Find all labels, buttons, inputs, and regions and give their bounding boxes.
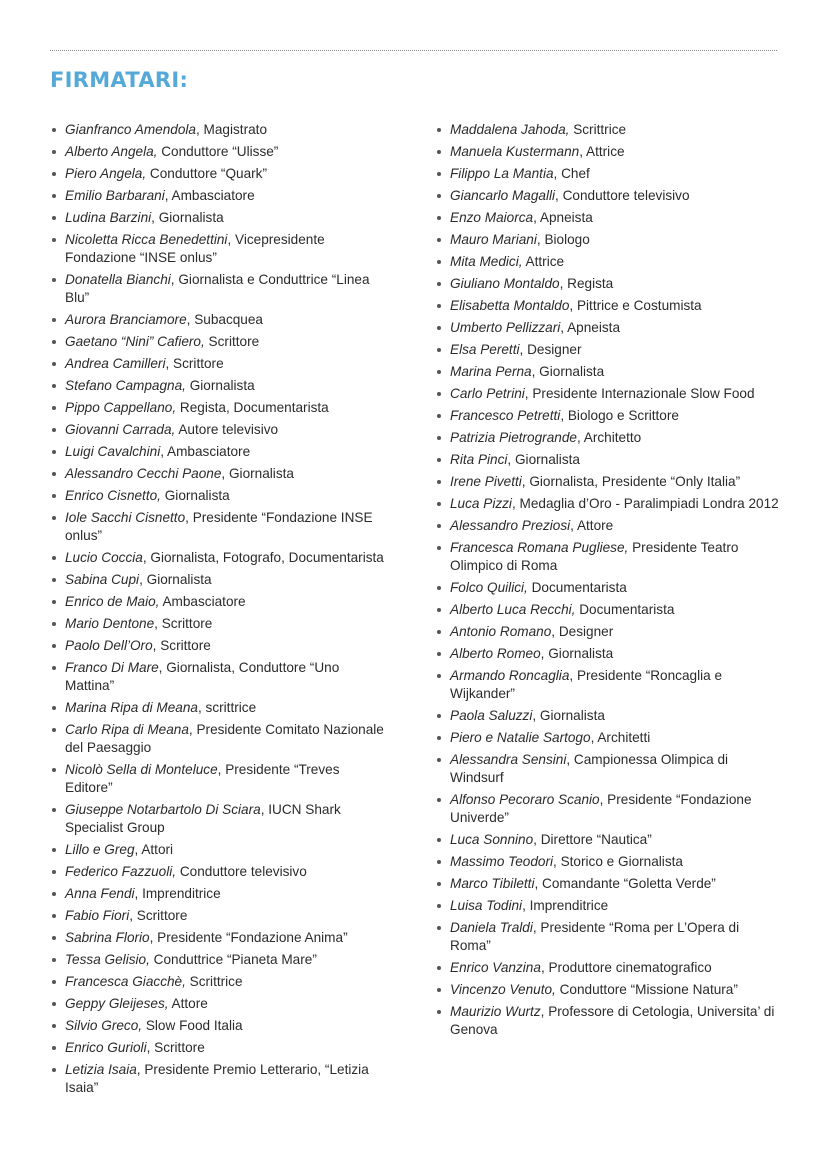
- signatory-name: Aurora Branciamore: [65, 312, 187, 327]
- signatory-name: Marco Tibiletti: [450, 876, 535, 891]
- signatory-name: Alberto Angela,: [65, 144, 158, 159]
- signatory-name: Giovanni Carrada,: [65, 422, 176, 437]
- signatory-name: Lucio Coccia: [65, 550, 143, 565]
- signatory-role: , Giornalista: [532, 708, 605, 723]
- signatory-role: Scrittrice: [185, 974, 243, 989]
- signatory-name: Armando Roncaglia: [450, 668, 570, 683]
- signatory-name: Francesca Romana Pugliese,: [450, 540, 629, 555]
- signatory-item: [435, 667, 780, 703]
- signatory-item: [435, 187, 780, 205]
- signatory-item: [50, 659, 385, 695]
- signatory-role: Autore televisivo: [175, 422, 279, 437]
- signatory-name: Maddalena Jahoda,: [450, 122, 570, 137]
- signatory-item: [435, 407, 780, 425]
- signatory-item: [435, 473, 780, 491]
- signatory-role: , Professore di Cetologia, Universita’ di Genova: [450, 1004, 775, 1037]
- signatory-role: , Presidente Comitato Nazionale del Paesaggio: [65, 722, 384, 755]
- signatory-name: Umberto Pellizzari: [450, 320, 561, 335]
- signatory-role: , Scrittore: [152, 638, 211, 653]
- signatory-item: [435, 601, 780, 619]
- signatory-role: , Ambasciatore: [164, 188, 255, 203]
- signatory-name: Luca Sonnino: [450, 832, 534, 847]
- signatory-role: Conduttore “Missione Natura”: [555, 982, 738, 997]
- signatory-role: Conduttrice “Pianeta Mare”: [149, 952, 317, 967]
- signatory-item: [50, 271, 385, 307]
- signatory-item: [50, 699, 385, 717]
- signatory-item: [50, 593, 385, 611]
- signatory-item: [50, 143, 385, 161]
- signatory-name: Enrico Cisnetto,: [65, 488, 161, 503]
- signatory-item: [50, 421, 385, 439]
- signatory-name: Luisa Todini: [450, 898, 523, 913]
- signatory-name: Rita Pinci: [450, 452, 508, 467]
- signatory-name: Manuela Kustermann: [450, 144, 580, 159]
- signatory-name: Mario Dentone: [65, 616, 155, 631]
- signatory-item: [50, 1061, 385, 1097]
- signatory-role: , Presidente “Treves Editore”: [65, 762, 340, 795]
- signatory-role: , Storico e Giornalista: [553, 854, 683, 869]
- signatory-role: , Presidente “Fondazione Univerde”: [450, 792, 752, 825]
- signatory-name: Patrizia Pietrogrande: [450, 430, 577, 445]
- signatory-item: [435, 429, 780, 447]
- signatory-role: , Apneista: [533, 210, 593, 225]
- signatory-name: Francesca Giacchè,: [65, 974, 186, 989]
- signatory-name: Massimo Teodori: [450, 854, 554, 869]
- signatory-role: Giornalista: [185, 378, 255, 393]
- signatory-item: [50, 377, 385, 395]
- signatory-item: [435, 897, 780, 915]
- signatory-item: [50, 355, 385, 373]
- signatory-role: , Attrice: [579, 144, 625, 159]
- signatory-name: Geppy Gleijeses,: [65, 996, 169, 1011]
- signatory-name: Giuliano Montaldo: [450, 276, 560, 291]
- signatory-item: [435, 853, 780, 871]
- signatory-name: Sabrina Florio: [65, 930, 150, 945]
- signatory-role: , Attori: [134, 842, 174, 857]
- signatory-role: , Produttore cinematografico: [540, 960, 712, 975]
- signatory-role: , Giornalista: [139, 572, 212, 587]
- signatory-item: [50, 615, 385, 633]
- signatory-role: , Presidente “Roncaglia e Wijkander”: [450, 668, 723, 701]
- signatory-name: Carlo Ripa di Meana: [65, 722, 189, 737]
- signatory-item: [50, 929, 385, 947]
- signatory-role: , Biologo: [536, 232, 590, 247]
- signatory-role: , Designer: [551, 624, 614, 639]
- signatory-role: Attrice: [522, 254, 565, 269]
- signatory-name: Maurizio Wurtz: [450, 1004, 541, 1019]
- signatory-role: , Giornalista, Fotografo, Documentarista: [142, 550, 384, 565]
- signatory-role: , Giornalista, Presidente “Only Italia”: [521, 474, 741, 489]
- signatory-item: [435, 751, 780, 787]
- signatory-name: Anna Fendi: [65, 886, 135, 901]
- signatory-name: Mauro Mariani: [450, 232, 537, 247]
- signatory-name: Paola Saluzzi: [450, 708, 533, 723]
- signatory-role: , Presidente “Roma per L’Opera di Roma”: [450, 920, 740, 953]
- signatory-role: , Giornalista: [221, 466, 294, 481]
- signatory-item: [435, 831, 780, 849]
- signatory-item: [435, 981, 780, 999]
- signatory-name: Alessandra Sensini: [450, 752, 567, 767]
- signatory-name: Filippo La Mantia: [450, 166, 554, 181]
- signatory-item: [435, 341, 780, 359]
- signatory-role: Presidente Teatro Olimpico di Roma: [450, 540, 739, 573]
- signatory-name: Alessandro Preziosi: [450, 518, 571, 533]
- signatory-name: Donatella Bianchi: [65, 272, 171, 287]
- signatory-item: [50, 509, 385, 545]
- signatory-item: [50, 231, 385, 267]
- signatory-name: Folco Quilici,: [450, 580, 528, 595]
- signatory-item: [50, 443, 385, 461]
- signatory-role: , Vicepresidente Fondazione “INSE onlus”: [65, 232, 325, 265]
- signatory-item: [50, 863, 385, 881]
- signatory-name: Enzo Maiorca: [450, 210, 534, 225]
- signatory-item: [50, 487, 385, 505]
- signatory-item: [50, 1017, 385, 1035]
- signatory-name: Andrea Camilleri: [65, 356, 166, 371]
- signatory-name: Letizia Isaia: [65, 1062, 137, 1077]
- signatory-name: Daniela Traldi: [450, 920, 533, 935]
- signatory-item: [435, 645, 780, 663]
- signatory-name: Fabio Fiori: [65, 908, 130, 923]
- signatory-name: Giuseppe Notarbartolo Di Sciara: [65, 802, 261, 817]
- signatory-name: Francesco Petretti: [450, 408, 561, 423]
- signatory-role: , Architetto: [576, 430, 642, 445]
- signatory-item: [435, 451, 780, 469]
- signatory-item: [435, 385, 780, 403]
- signatory-item: [50, 761, 385, 797]
- signatory-name: Luigi Cavalchini: [65, 444, 161, 459]
- signatory-name: Nicoletta Ricca Benedettini: [65, 232, 228, 247]
- signatory-item: [50, 721, 385, 757]
- signatory-role: , Ambasciatore: [160, 444, 251, 459]
- signatory-role: , Presidente Internazionale Slow Food: [524, 386, 755, 401]
- signatory-role: , Presidente Premio Letterario, “Letizia Isaia”: [65, 1062, 369, 1095]
- signatory-role: Giornalista: [160, 488, 230, 503]
- signatory-role: , Giornalista, Conduttore “Uno Mattina”: [65, 660, 340, 693]
- signatory-name: Franco Di Mare: [65, 660, 159, 675]
- signatory-item: [50, 333, 385, 351]
- signatory-role: Conduttore “Ulisse”: [157, 144, 279, 159]
- signatory-name: Piero e Natalie Sartogo: [450, 730, 591, 745]
- signatory-item: [435, 875, 780, 893]
- signatory-role: , Medaglia d’Oro - Paralimpiadi Londra 2012: [511, 496, 779, 511]
- signatory-item: [435, 297, 780, 315]
- signatory-role: , Scrittore: [129, 908, 188, 923]
- signatory-name: Elsa Peretti: [450, 342, 520, 357]
- signatory-role: Documentarista: [575, 602, 675, 617]
- signatory-name: Sabina Cupi: [65, 572, 140, 587]
- signatory-name: Gaetano “Nini” Cafiero,: [65, 334, 205, 349]
- signatory-item: [435, 165, 780, 183]
- signatory-item: [435, 919, 780, 955]
- signatory-name: Tessa Gelisio,: [65, 952, 150, 967]
- signatory-role: , Imprenditrice: [522, 898, 609, 913]
- signatory-item: [50, 801, 385, 837]
- signatory-name: Lillo e Greg: [65, 842, 135, 857]
- signatory-name: Iole Sacchi Cisnetto: [65, 510, 186, 525]
- signatory-item: [435, 275, 780, 293]
- signatory-item: [50, 311, 385, 329]
- signatory-item: [435, 623, 780, 641]
- signatory-role: , Conduttore televisivo: [555, 188, 690, 203]
- signatory-role: , Giornalista: [531, 364, 605, 379]
- signatory-role: Slow Food Italia: [142, 1018, 243, 1033]
- signatory-item: [50, 637, 385, 655]
- signatory-item: [50, 187, 385, 205]
- signatory-item: [50, 951, 385, 969]
- signatory-item: [435, 121, 780, 139]
- signatory-role: , Presidente “Fondazione INSE onlus”: [65, 510, 373, 543]
- signatory-name: Nicolò Sella di Monteluce: [65, 762, 218, 777]
- signatory-item: [50, 885, 385, 903]
- signatory-item: [435, 495, 780, 513]
- signatory-role: , Scrittore: [154, 616, 213, 631]
- signatory-item: [50, 841, 385, 859]
- signatory-role: , Imprenditrice: [134, 886, 221, 901]
- signatory-role: , scrittrice: [197, 700, 257, 715]
- signatory-name: Enrico de Maio,: [65, 594, 160, 609]
- dotted-divider: [50, 50, 777, 51]
- signatory-item: [435, 363, 780, 381]
- signatory-item: [435, 539, 780, 575]
- signatory-item: [435, 319, 780, 337]
- signatory-name: Irene Pivetti: [450, 474, 522, 489]
- signatory-item: [50, 165, 385, 183]
- signatory-role: Conduttore televisivo: [176, 864, 307, 879]
- signatory-item: [50, 549, 385, 567]
- signatory-name: Mita Medici,: [450, 254, 523, 269]
- signatory-role: , Regista: [559, 276, 614, 291]
- signatory-name: Carlo Petrini: [450, 386, 525, 401]
- signatory-item: [50, 121, 385, 139]
- signatories-right-column: [435, 121, 780, 1043]
- signatory-name: Emilio Barbarani: [65, 188, 165, 203]
- signatory-name: Ludina Barzini: [65, 210, 152, 225]
- signatory-role: , Giornalista: [151, 210, 224, 225]
- signatory-item: [50, 1039, 385, 1057]
- signatory-name: Vincenzo Venuto,: [450, 982, 556, 997]
- signatory-item: [50, 571, 385, 589]
- signatory-name: Silvio Greco,: [65, 1018, 143, 1033]
- signatory-name: Paolo Dell’Oro: [65, 638, 153, 653]
- signatory-role: Attore: [168, 996, 208, 1011]
- signatory-name: Giancarlo Magalli: [450, 188, 556, 203]
- page-title: FIRMATARI:: [50, 68, 189, 92]
- signatory-item: [435, 959, 780, 977]
- signatory-item: [435, 517, 780, 535]
- signatory-role: , Pittrice e Costumista: [569, 298, 702, 313]
- signatory-name: Alfonso Pecoraro Scanio: [450, 792, 600, 807]
- signatory-role: , Giornalista: [540, 646, 614, 661]
- signatory-item: [435, 579, 780, 597]
- signatory-role: , Attore: [570, 518, 614, 533]
- signatory-role: , Chef: [553, 166, 590, 181]
- signatory-name: Pippo Cappellano,: [65, 400, 177, 415]
- signatory-name: Gianfranco Amendola: [65, 122, 196, 137]
- signatory-role: Regista, Documentarista: [176, 400, 329, 415]
- signatory-name: Antonio Romano: [450, 624, 552, 639]
- signatory-item: [50, 399, 385, 417]
- signatory-name: Enrico Gurioli: [65, 1040, 147, 1055]
- signatory-name: Alessandro Cecchi Paone: [65, 466, 222, 481]
- signatory-role: , Designer: [519, 342, 582, 357]
- signatory-role: , Giornalista e Conduttrice “Linea Blu”: [65, 272, 370, 305]
- signatory-role: , Architetti: [590, 730, 651, 745]
- signatory-role: , Giornalista: [507, 452, 580, 467]
- signatory-name: Luca Pizzi: [450, 496, 512, 511]
- signatory-item: [435, 253, 780, 271]
- signatory-role: , Presidente “Fondazione Anima”: [149, 930, 348, 945]
- signatory-role: Conduttore “Quark”: [146, 166, 268, 181]
- signatory-role: Documentarista: [527, 580, 627, 595]
- signatory-item: [435, 707, 780, 725]
- signatory-item: [435, 729, 780, 747]
- signatory-item: [50, 995, 385, 1013]
- signatory-role: , Campionessa Olimpica di Windsurf: [450, 752, 729, 785]
- signatory-role: Scrittore: [204, 334, 260, 349]
- signatory-name: Enrico Vanzina: [450, 960, 541, 975]
- signatory-item: [50, 973, 385, 991]
- signatory-name: Federico Fazzuoli,: [65, 864, 177, 879]
- signatory-name: Alberto Luca Recchi,: [450, 602, 576, 617]
- signatory-item: [50, 907, 385, 925]
- signatory-role: , Comandante “Goletta Verde”: [534, 876, 716, 891]
- signatory-name: Piero Angela,: [65, 166, 147, 181]
- signatory-role: , Magistrato: [195, 122, 267, 137]
- signatory-name: Marina Ripa di Meana: [65, 700, 198, 715]
- signatory-role: , Subacquea: [186, 312, 263, 327]
- signatory-item: [435, 231, 780, 249]
- signatory-role: Ambasciatore: [159, 594, 246, 609]
- signatory-item: [435, 209, 780, 227]
- signatory-item: [435, 1003, 780, 1039]
- signatory-role: , Scrittore: [165, 356, 224, 371]
- signatory-role: , Scrittore: [146, 1040, 205, 1055]
- signatory-name: Marina Perna: [450, 364, 532, 379]
- signatories-left-column: [50, 121, 385, 1101]
- signatory-item: [50, 209, 385, 227]
- signatory-role: , IUCN Shark Specialist Group: [65, 802, 341, 835]
- signatory-role: Scrittrice: [569, 122, 627, 137]
- signatory-item: [435, 791, 780, 827]
- signatory-role: , Apneista: [560, 320, 621, 335]
- signatory-name: Stefano Campagna,: [65, 378, 186, 393]
- signatory-item: [435, 143, 780, 161]
- signatory-name: Alberto Romeo: [450, 646, 541, 661]
- signatory-role: , Direttore “Nautica”: [533, 832, 652, 847]
- signatory-role: , Biologo e Scrittore: [560, 408, 679, 423]
- signatory-item: [50, 465, 385, 483]
- signatory-name: Elisabetta Montaldo: [450, 298, 570, 313]
